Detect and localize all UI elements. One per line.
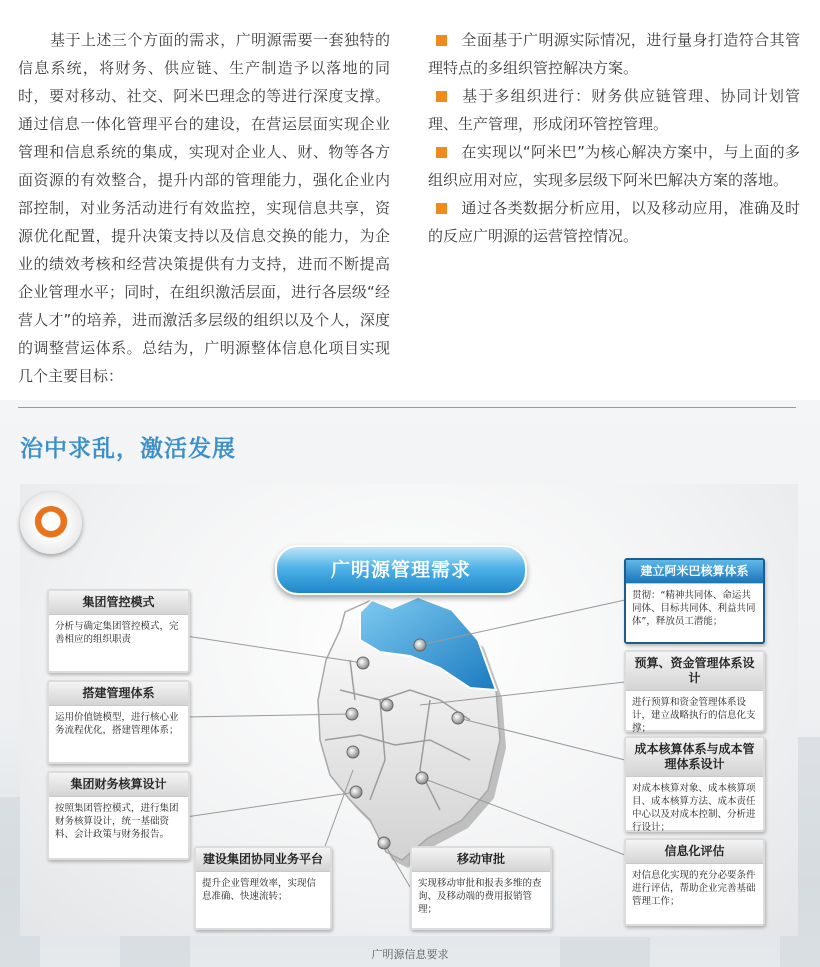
box-body: 按照集团管控模式，进行集团财务核算设计，统一基础资料、会计政策与财务报告。: [55, 803, 179, 840]
box-finance-design: [47, 771, 190, 860]
section-title: 治中求乱，激活发展: [20, 436, 236, 462]
box-title: 信息化评估: [626, 840, 763, 864]
box-title: 建设集团协同业务平台: [196, 848, 330, 872]
box-cost: [624, 736, 765, 832]
box-body: 分析与确定集团管控模式，完善相应的组织职责: [55, 621, 179, 645]
goal-text: 通过各类数据分析应用，以及移动应用，准确及时的反应广明源的运营管控情况。: [428, 199, 800, 245]
box-title: 预算、资金管理体系设计: [626, 652, 763, 691]
box-title: 建立阿米巴核算体系: [626, 560, 763, 584]
goal-text: 基于多组织进行：财务供应链管理、协同计划管理、生产管理，形成闭环管控管理。: [428, 87, 800, 133]
box-body: 贯彻：“精神共同体、命运共同体、目标共同体、利益共同体”，释放员工潜能；: [632, 590, 756, 627]
figure-caption: 广明源信息要求: [371, 948, 449, 961]
box-it-eval: [624, 838, 765, 926]
box-body: 对成本核算对象、成本核算项目、成本核算方法、成本责任中心以及对成本控制、分析进行设计；: [632, 783, 756, 833]
box-body: 对信息化实现的充分必要条件进行评估，帮助企业完善基础管理工作；: [632, 870, 756, 907]
goal-text: 全面基于广明源实际情况，进行量身打造符合其管理特点的多组织管控解决方案。: [428, 31, 800, 77]
intro-paragraph: 基于上述三个方面的需求，广明源需要一套独特的信息系统，将财务、供应链、生产制造予以落地的同时，要对移动、社交、阿米巴理念的等进行深度支撑。通过信息一体化管理平台的建设，在营运层面实现企业管理和信息系统的集成，实现对企业人、财、物等各方面资源的有效整合，提升内部的管理能力，强化企业内部控制，对业务活动进行有效监控，实现信息共享，资源优化配置，提升决策支持以及信息交换的能力，为企业的绩效考核和经营决策提供有力支持，进而不断提高企业管理水平；同时，在组织激活层面，进行各层级“经营人才”的培养，进而激活多层级的组织以及个人，深度的调整营运体系。总结为，广明源整体信息化项目实现几个主要目标：: [18, 31, 390, 385]
box-title: 移动审批: [412, 848, 550, 872]
box-collab-platform: [194, 846, 332, 930]
center-title-banner: 广明源管理需求: [275, 545, 527, 595]
box-title: 集团管控模式: [49, 591, 188, 615]
box-mgmt-system: [47, 680, 190, 764]
box-budget: [624, 650, 765, 732]
box-title: 集团财务核算设计: [49, 773, 188, 797]
box-body: 提升企业管理效率，实现信息准确、快速流转；: [202, 878, 317, 902]
box-title: 成本核算体系与成本管理体系设计: [626, 738, 763, 777]
goal-text: 在实现以“阿米巴”为核心解决方案中，与上面的多组织应用对应，实现多层级下阿米巴解决方案的落地。: [428, 143, 800, 189]
box-amoeba: [624, 558, 765, 644]
box-body: 实现移动审批和报表多维的查询、及移动端的费用报销管理；: [418, 878, 542, 915]
box-body: 进行预算和资金管理体系设计，建立战略执行的信息化支撑；: [632, 697, 756, 734]
box-body: 运用价值链模型，进行核心业务流程优化，搭建管理体系；: [55, 712, 179, 736]
box-group-control: [47, 589, 190, 673]
box-mobile-approval: [410, 846, 552, 930]
box-title: 搭建管理体系: [49, 682, 188, 706]
